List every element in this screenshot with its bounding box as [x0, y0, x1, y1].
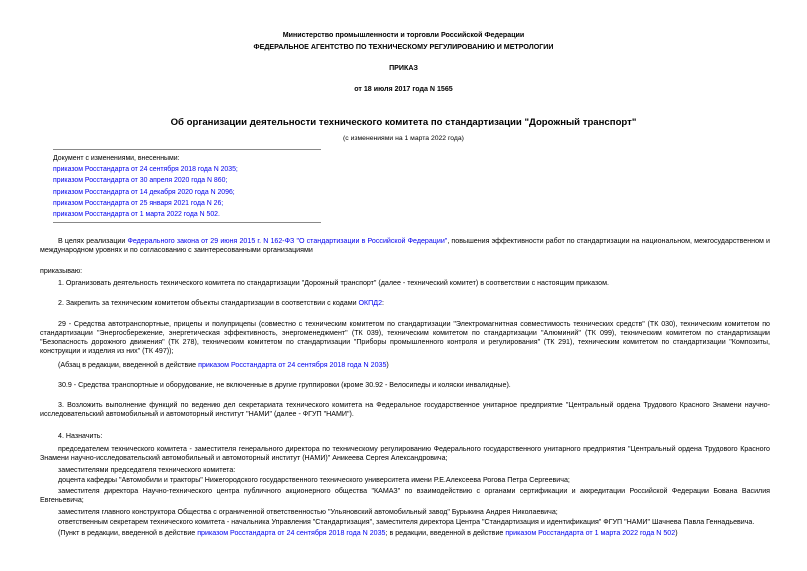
deputy-1: доцента кафедры "Автомобили и тракторы" Нижегородского государственного технического университета имени Р.Е.Алексеева Рогова Петра Сергеевича;: [58, 476, 570, 484]
paragraph-1: 1. Организовать деятельность технического комитета по стандартизации "Дорожный транспорт" (далее - технический комитет) в соответствии с настоящим приказом.: [58, 279, 609, 287]
change-link[interactable]: приказом Росстандарта от 14 декабря 2020 года N 2096;: [53, 188, 235, 196]
paragraph-3: 3. Возложить выполнение функций по ведению дел секретариата технического комитета на Федеральное государственное унитарное предприятие "Центральный ордена Трудового Красного Знамени научно-исследовательский автомобильный и автомоторный институт "НАМИ" (далее - ФГУП "НАМИ").: [40, 401, 770, 419]
code-30-9-paragraph: 30.9 - Средства транспортные и оборудование, не включенные в другие группировки (кроме 30.92 - Велосипеды и коляски инвалидные).: [58, 381, 511, 389]
note-mid: ; в редакции, введенной в действие: [385, 529, 506, 537]
change-link[interactable]: приказом Росстандарта от 1 марта 2022 года N 502.: [53, 211, 220, 219]
document-date-number: от 18 июля 2017 года N 1565: [354, 85, 453, 93]
document-title: Об организации деятельности технического комитета по стандартизации "Дорожный транспорт": [170, 117, 637, 128]
secretary-appointment: ответственным секретарем технического комитета - начальника Управления "Стандартизация", заместителя директора Центра "Стандартизация и идентификация" ФГУП "НАМИ" Шачнева Павла Геннадьевича.: [58, 518, 755, 526]
note-text: (Абзац в редакции, введенной в действие: [58, 361, 199, 369]
intro-text-tail: , повышения эффективности работ по стандартизации на национальном, межгосударственном и международном уровнях и по согласованию с заинтересованными организациями: [40, 237, 771, 255]
changes-label: Документ с изменениями, внесенными:: [53, 155, 180, 162]
change-link[interactable]: приказом Росстандарта от 25 января 2021 года N 26;: [53, 199, 224, 207]
ministry-name: Министерство промышленности и торговли Российской Федерации: [282, 31, 525, 39]
note-close: ): [386, 361, 389, 369]
amendment-link-2022[interactable]: приказом Росстандарта от 1 марта 2022 года N 502: [505, 529, 676, 537]
document-type: ПРИКАЗ: [389, 64, 418, 72]
code-29-paragraph: 29 - Средства автотранспортные, прицепы и полуприцепы (совместно с техническим комитетом по стандартизации "Электромагнитная совместимость технических средств" (ТК 030), техническим комитетом по стандартизации "Энергосбережение, энергетическая эффективность, энергоменеджмент" (ТК 039), техническим комитетом по стандартизации "Алюминий" (ТК 099), техническим комитетом по стандартизации "Безопасность дорожного движения" (ТК 278), техническим комитетом по стандартизации "Приборы промышленного контроля и регулирования" (ТК 291), техническим комитетом по стандартизации "Композиты, конструкции и изделия из них" (ТК 497));: [40, 320, 770, 356]
paragraph-4-note: [40, 529, 770, 538]
change-link[interactable]: приказом Росстандарта от 30 апреля 2020 года N 860;: [53, 177, 228, 185]
changes-block: [53, 153, 353, 220]
chair-appointment: председателем технического комитета - заместителя генерального директора по техническому регулированию Федерального государственного унитарного предприятия "Центральный ордена Трудового Красного Знамени научно-исследовательский автомобильный и автомоторный институт (НАМИ)" Аникеева Сергея Александровича;: [40, 445, 770, 463]
intro-paragraph: [40, 237, 770, 255]
amendment-link-2018[interactable]: приказом Росстандарта от 24 сентября 2018 года N 2035: [197, 529, 386, 537]
okpd2-link[interactable]: ОКПД2: [358, 299, 383, 307]
federal-law-link[interactable]: Федерального закона от 29 июня 2015 г. N 162-ФЗ "О стандартизации в Российской Федерации": [127, 237, 448, 245]
revision-note: (с изменениями на 1 марта 2022 года): [343, 135, 464, 142]
code-29-note: [40, 361, 770, 370]
note-text: (Пункт в редакции, введенной в действие: [58, 529, 198, 537]
amendment-link[interactable]: приказом Росстандарта от 24 сентября 2018 года N 2035: [198, 361, 387, 369]
divider-top: [53, 149, 321, 150]
prikazyvayu-text: приказываю:: [40, 267, 83, 275]
deputy-3: заместителя главного конструктора Общества с ограниченной ответственностью "Ульяновский автомобильный завод" Бурыкина Андрея Николаевича;: [58, 508, 558, 516]
change-link[interactable]: приказом Росстандарта от 24 сентября 2018 года N 2035;: [53, 166, 238, 174]
deputies-heading: заместителями председателя технического комитета:: [58, 466, 236, 474]
intro-text: В целях реализации: [58, 237, 128, 245]
paragraph-2-colon: :: [382, 299, 385, 307]
paragraph-4: 4. Назначить:: [58, 432, 103, 440]
note-close: ): [675, 529, 678, 537]
agency-name: ФЕДЕРАЛЬНОЕ АГЕНТСТВО ПО ТЕХНИЧЕСКОМУ РЕГУЛИРОВАНИЮ И МЕТРОЛОГИИ: [253, 43, 554, 51]
paragraph-2-text: 2. Закрепить за техническим комитетом объекты стандартизации в соответствии с кодами: [58, 299, 359, 307]
divider-bottom: [53, 222, 321, 223]
paragraph-2: [40, 299, 770, 308]
deputy-2: заместителя директора Научно-технического центра публичного акционерного общества "КАМАЗ" по взаимодействию с органами сертификации и аккредитации Российской Федерации Бована Василия Евгеньевича;: [40, 487, 770, 505]
